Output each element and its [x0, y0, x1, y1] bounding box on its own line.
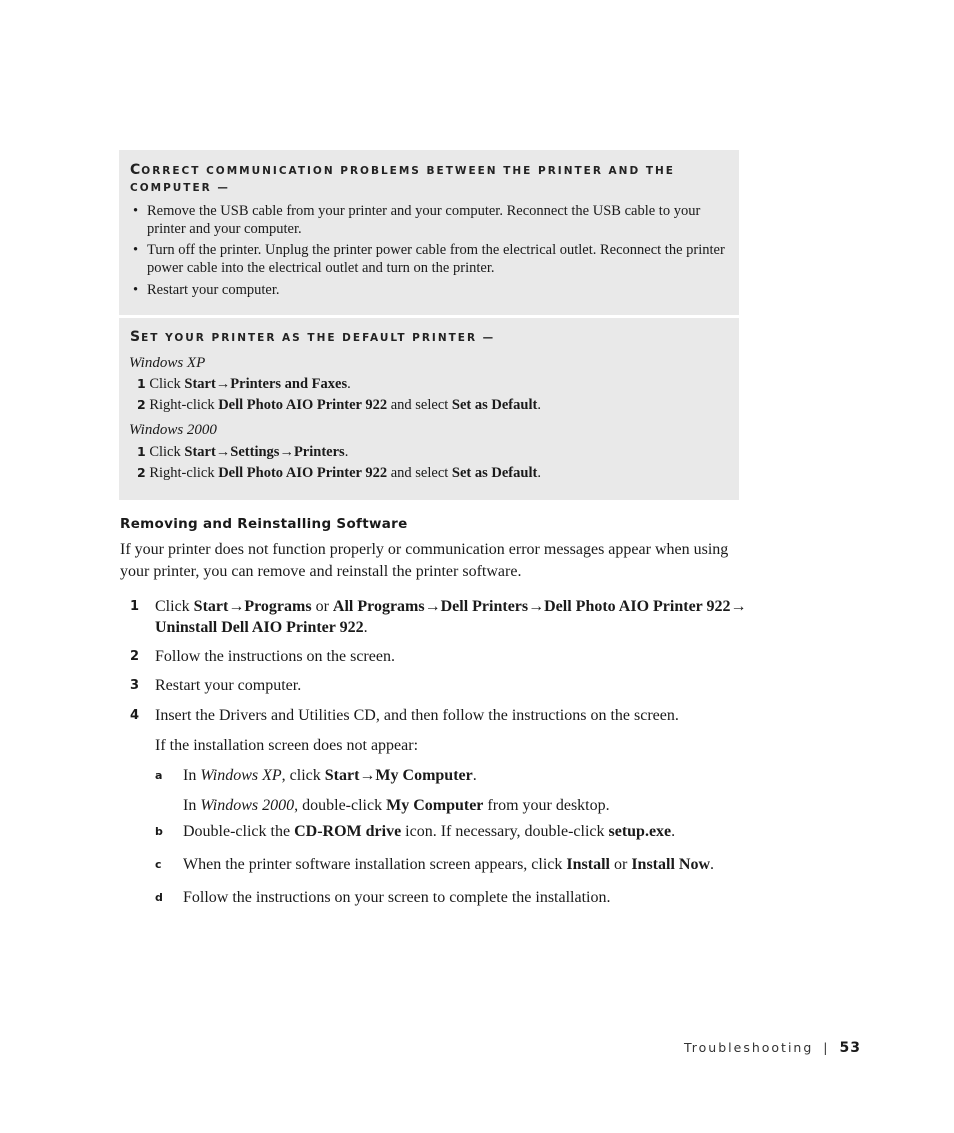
section-intro: If your printer does not function properly or communication error messages appear when using your printer, you can remove and reinstall the printer software. [120, 541, 729, 580]
w2k-step-2: 2 Right-click Dell Photo AIO Printer 922 and select Set as Default. [137, 465, 541, 481]
section-heading: Removing and Reinstalling Software [120, 516, 408, 532]
step-1-line2: Uninstall Dell AIO Printer 922. [155, 619, 368, 636]
substep-letter: a [155, 769, 163, 782]
bullet-item: • Remove the USB cable from your printer and your computer. Reconnect the USB cable to your printer and your computer. [133, 203, 701, 237]
xp-step-2: 2 Right-click Dell Photo AIO Printer 922 and select Set as Default. [137, 397, 541, 413]
footer-section: Troubleshooting [684, 1040, 814, 1055]
step-1-line1: Click Start→Programs or All Programs→Dell Printers→Dell Photo AIO Printer 922→ [155, 598, 747, 615]
substep-c-text: When the printer software installation screen appears, click Install or Install Now. [183, 856, 714, 873]
substep-letter: d [155, 891, 163, 904]
step-3-text: Restart your computer. [155, 677, 302, 694]
substep-a-line2: In Windows 2000, double-click My Computer from your desktop. [183, 797, 610, 814]
substep-a-line1: In Windows XP, click Start→My Computer. [183, 767, 477, 784]
step-number: 1 [130, 599, 140, 614]
bullet-item: • Restart your computer. [133, 282, 280, 298]
footer-separator: | [823, 1040, 830, 1055]
box2-heading: SET YOUR PRINTER AS THE DEFAULT PRINTER — [130, 329, 496, 345]
bullet-item: • Turn off the printer. Unplug the printer power cable from the electrical outlet. Reconnect the printer power cable into the electrical outlet and turn on the printer. [133, 242, 725, 276]
step-4-text: Insert the Drivers and Utilities CD, and then follow the instructions on the screen. [155, 707, 679, 724]
os-label-xp: Windows XP [129, 355, 206, 371]
box1-heading-line2: COMPUTER — [130, 182, 230, 194]
xp-step-1: 1 Click Start→Printers and Faxes. [137, 376, 351, 392]
substep-b-text: Double-click the CD-ROM drive icon. If necessary, double-click setup.exe. [183, 823, 676, 840]
w2k-step-1: 1 Click Start→Settings→Printers. [137, 444, 349, 460]
substep-letter: c [155, 858, 162, 871]
step-4-note: If the installation screen does not appear: [155, 737, 419, 754]
substep-d-text: Follow the instructions on your screen to complete the installation. [183, 889, 611, 906]
page-footer [684, 1040, 861, 1056]
page-number: 53 [839, 1040, 861, 1056]
step-number: 4 [130, 708, 140, 723]
step-2-text: Follow the instructions on the screen. [155, 648, 395, 665]
step-number: 2 [130, 649, 140, 664]
box1-heading-line1: CORRECT COMMUNICATION PROBLEMS BETWEEN THE PRINTER AND THE [130, 162, 675, 178]
substep-letter: b [155, 825, 163, 838]
step-number: 3 [130, 678, 140, 693]
os-label-2000: Windows 2000 [129, 422, 217, 438]
